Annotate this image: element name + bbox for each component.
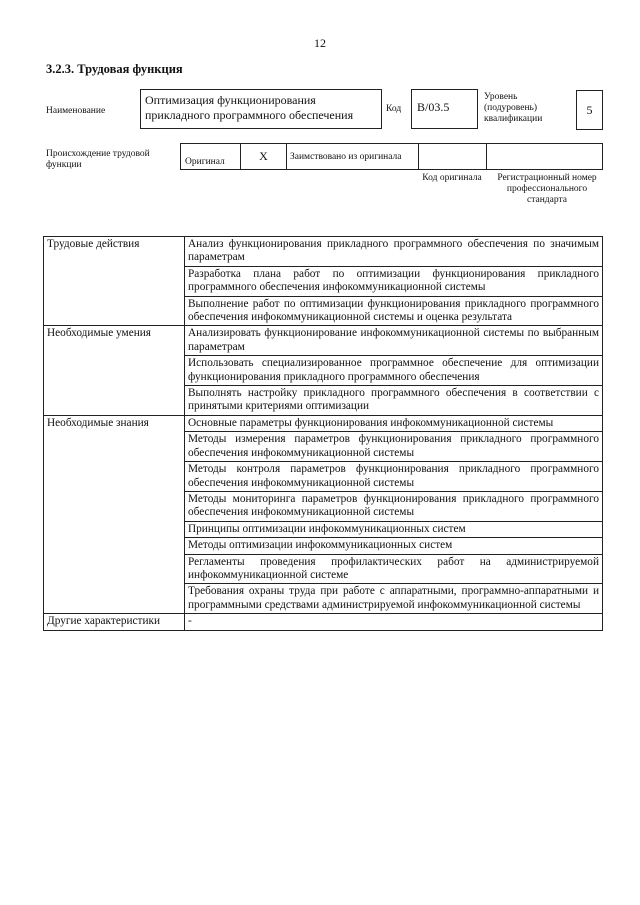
original-mark: X bbox=[241, 144, 287, 169]
table-cell: Выполнять настройку прикладного программного обеспечения в соответствии с принятыми критериями оптимизации bbox=[185, 386, 603, 416]
table-cell: Методы оптимизации инфокоммуникационных систем bbox=[185, 538, 603, 554]
code-label: Код bbox=[386, 104, 402, 114]
table-row bbox=[44, 415, 603, 431]
borrowed-cell bbox=[287, 144, 419, 169]
reg-caption: Регистрационный номер профессионального стандарта bbox=[497, 173, 597, 205]
table-cell: Разработка плана работ по оптимизации функционирования прикладного программного обеспечения инфокоммуникационной системы bbox=[185, 266, 603, 296]
level-label: Уровень (подуровень) квалификации bbox=[484, 92, 543, 124]
table-cell: Анализ функционирования прикладного программного обеспечения по значимым параметрам bbox=[185, 237, 603, 267]
table-cell: Принципы оптимизации инфокоммуникационных систем bbox=[185, 521, 603, 537]
table-cell: Использовать специализированное программное обеспечение для оптимизации функционирования прикладного программного обеспечения bbox=[185, 356, 603, 386]
section-heading: Трудовые действия bbox=[44, 237, 185, 326]
borrowed-label: Заимствовано из оригинала bbox=[290, 152, 402, 162]
level-box: 5 bbox=[576, 90, 603, 130]
table-cell: Методы измерения параметров функционирования прикладного программного обеспечения инфокоммуникационной системы bbox=[185, 432, 603, 462]
table-cell: Выполнение работ по оптимизации функционирования прикладного программного обеспечения инфокоммуникационной системы и оценка результата bbox=[185, 296, 603, 326]
table-cell: Требования охраны труда при работе с аппаратными, программно-аппаратными и программными средствами администрируемой инфокоммуникационной системы bbox=[185, 584, 603, 614]
table-cell: Методы мониторинга параметров функционирования прикладного программного обеспечения инфокоммуникационной системы bbox=[185, 491, 603, 521]
original-code-cell bbox=[419, 144, 487, 169]
name-label: Наименование bbox=[46, 106, 106, 116]
origin-label: Происхождение трудовой функции bbox=[46, 149, 150, 170]
table-cell: Регламенты проведения профилактических работ на администрируемой инфокоммуникационной системе bbox=[185, 554, 603, 584]
table-cell: Анализировать функционирование инфокоммуникационной системы по выбранным параметрам bbox=[185, 326, 603, 356]
page-number: 12 bbox=[314, 36, 326, 50]
section-heading: Необходимые знания bbox=[44, 415, 185, 613]
origin-row bbox=[180, 143, 603, 170]
labor-function-table bbox=[43, 236, 603, 631]
code-caption: Код оригинала bbox=[422, 173, 482, 183]
table-cell: Основные параметры функционирования инфокоммуникационной системы bbox=[185, 415, 603, 431]
section-heading: Необходимые умения bbox=[44, 326, 185, 415]
table-row bbox=[44, 614, 603, 630]
table-row bbox=[44, 326, 603, 356]
table-cell: Методы контроля параметров функционирования прикладного программного обеспечения инфокоммуникационной системы bbox=[185, 462, 603, 492]
section-title: 3.2.3. Трудовая функция bbox=[46, 62, 183, 76]
code-box: B/03.5 bbox=[411, 89, 478, 129]
original-cell bbox=[181, 144, 241, 169]
function-name-box: Оптимизация функционирования прикладного программного обеспечения bbox=[140, 89, 382, 129]
table-cell: - bbox=[185, 614, 603, 630]
reg-number-cell bbox=[487, 144, 602, 169]
table-row bbox=[44, 237, 603, 267]
original-label: Оригинал bbox=[185, 157, 225, 167]
section-heading: Другие характеристики bbox=[44, 614, 185, 630]
